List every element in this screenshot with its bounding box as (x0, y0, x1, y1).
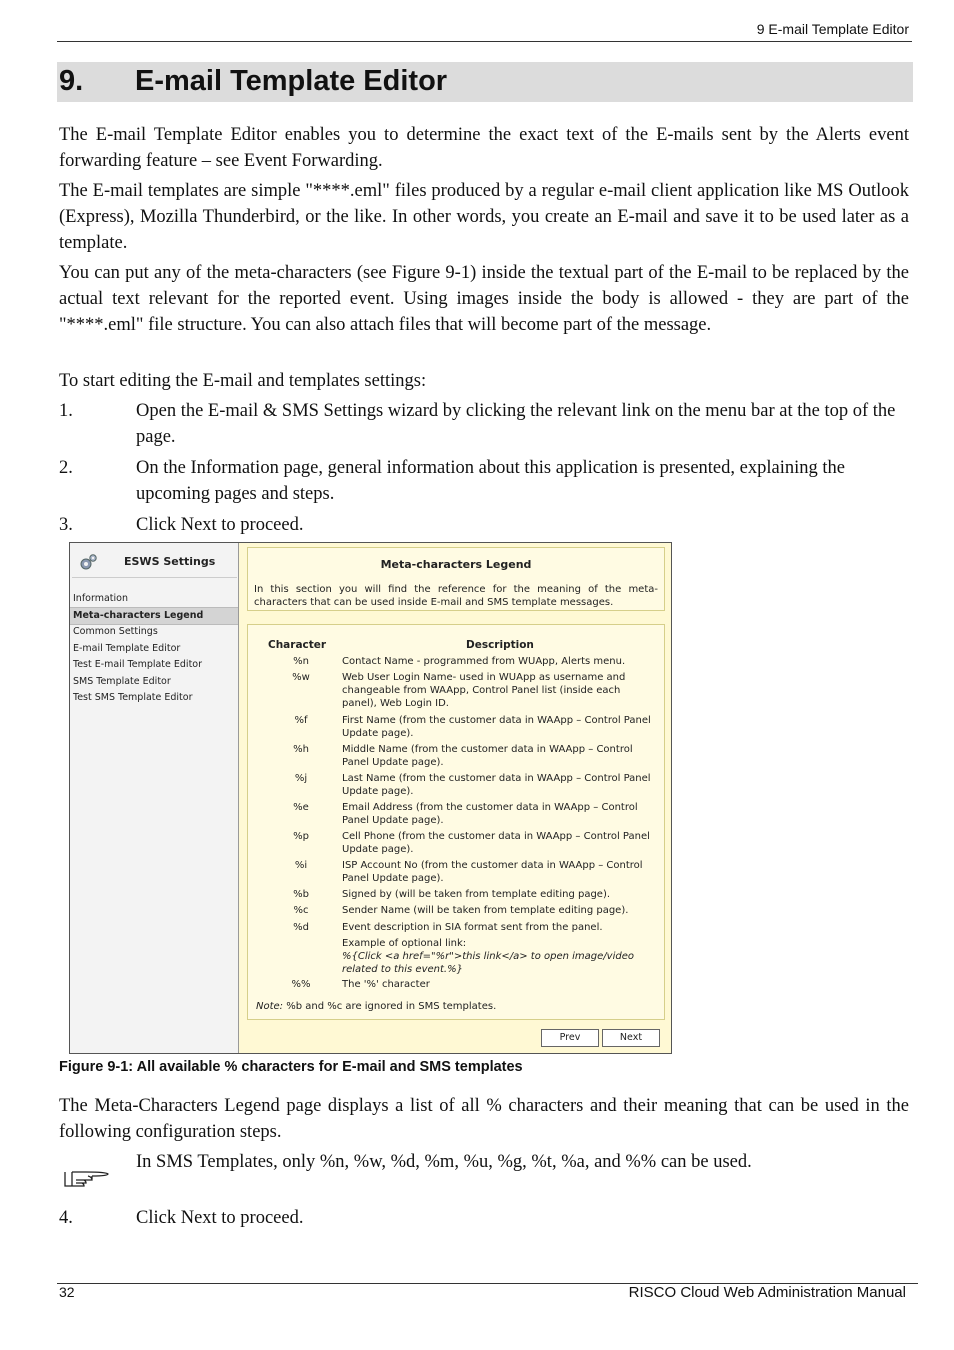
sms-templates-note: In SMS Templates, only %n, %w, %d, %m, %u, %g, %t, %a, and %% can be used. (136, 1152, 752, 1172)
pointing-hand-icon (62, 1162, 112, 1190)
prev-button[interactable]: Prev (541, 1029, 599, 1047)
header-rule (57, 41, 912, 42)
settings-sidebar (70, 543, 239, 1053)
paragraph-start: To start editing the E-mail and templates settings: (59, 371, 427, 391)
step-number: 4. (59, 1208, 73, 1228)
legend-intro: In this section you will find the reference for the meaning of the meta-characters that can be used inside E-mail and SMS template messages. (254, 584, 658, 608)
next-button[interactable]: Next (602, 1029, 660, 1047)
sidebar-title: ESWS Settings (124, 555, 216, 568)
paragraph-templates: The E-mail templates are simple "****.eml" files produced by a regular e-mail client application like MS Outlook (Express), Mozilla Thunderbird, or the like. In other words, you create an E-mail and save it to be used later as a template. (59, 181, 909, 253)
legend-note: Note: %b and %c are ignored in SMS templates. (256, 1001, 497, 1012)
legend-table: Character Description %n Contact Name - programmed from WUApp, Alerts menu. %w Web User Login Name- used in WUApp as username and changeable from WAApp, Control Panel list (inside each panel), Web Login ID. %f First Name (from the customer data in WAApp – Control Panel Update page). %h Middle Name (from the customer data in WAApp – Control Panel Update page). %j Last Name (from the customer data in WAApp – Control Panel Update page). %e Email Address (from the customer data in WAApp – Control Panel Update page). %p Cell Phone (from the customer data in WAApp – Control Panel Update page). %i ISP Account No (from the customer data in WAApp – Control Panel Update page). %b Signed by (will be taken from template editing page). %c Sender Name (will be taken from template editing page). %d Event description in SIA format sent from the panel. Example of optional link: %{Click <a href="%r">this link</a> to open image/video related to this event.%} %% The '%' character Note: %b and %c are ignored in SMS templates. (247, 624, 665, 1020)
sidebar-divider (72, 577, 237, 578)
sidebar-item-test-email-template-editor[interactable]: Test E-mail Template Editor (73, 659, 203, 670)
legend-panel (239, 543, 671, 1053)
running-header: 9 E-mail Template Editor (756, 21, 909, 37)
step-number: 2. (59, 458, 73, 478)
figure-caption: Figure 9-1: All available % characters for E-mail and SMS templates (59, 1059, 523, 1075)
chapter-title: E-mail Template Editor (135, 65, 448, 97)
legend-title: Meta-characters Legend (380, 558, 532, 571)
column-header-description: Description (466, 639, 534, 651)
chapter-number: 9. (59, 65, 84, 97)
step-text: Open the E-mail & SMS Settings wizard by clicking the relevant link on the menu bar at the top of the page. (136, 401, 896, 447)
paragraph-legend-description: The Meta-Characters Legend page displays a list of all % characters and their meaning that can be used in the following configuration steps. (59, 1096, 909, 1142)
figure-screenshot (69, 542, 672, 1054)
paragraph-intro: The E-mail Template Editor enables you to determine the exact text of the E-mails sent by the Alerts event forwarding feature – see Event Forwarding. (59, 125, 909, 171)
step-number: 3. (59, 515, 73, 535)
sidebar-item-email-template-editor[interactable]: E-mail Template Editor (73, 643, 181, 654)
page-number: 32 (59, 1284, 75, 1300)
sidebar-header (70, 549, 238, 579)
sidebar-item-meta-characters-legend[interactable]: Meta-characters Legend (70, 607, 238, 625)
sidebar-item-sms-template-editor[interactable]: SMS Template Editor (73, 676, 171, 687)
paragraph-meta: You can put any of the meta-characters (see Figure 9-1) inside the textual part of the E-mail to be replaced by the actual text relevant for the reported event. Using images inside the body is allowed - they are part of the "****.eml" file structure. You can also attach files that will become part of the message. (59, 263, 909, 335)
step-text: On the Information page, general information about this application is presented, explaining the upcoming pages and steps. (136, 458, 845, 504)
column-header-character: Character (268, 639, 327, 651)
chapter-heading (57, 62, 913, 102)
step-text: Click Next to proceed. (136, 1208, 304, 1228)
footer-title: RISCO Cloud Web Administration Manual (628, 1284, 906, 1301)
step-number: 1. (59, 401, 73, 421)
sidebar-item-information[interactable]: Information (73, 593, 128, 604)
step-text: Click Next to proceed. (136, 515, 304, 535)
gear-icon (78, 553, 98, 573)
sidebar-item-test-sms-template-editor[interactable]: Test SMS Template Editor (73, 692, 193, 703)
sidebar-item-common-settings[interactable]: Common Settings (73, 626, 158, 637)
legend-intro-box (247, 547, 665, 611)
